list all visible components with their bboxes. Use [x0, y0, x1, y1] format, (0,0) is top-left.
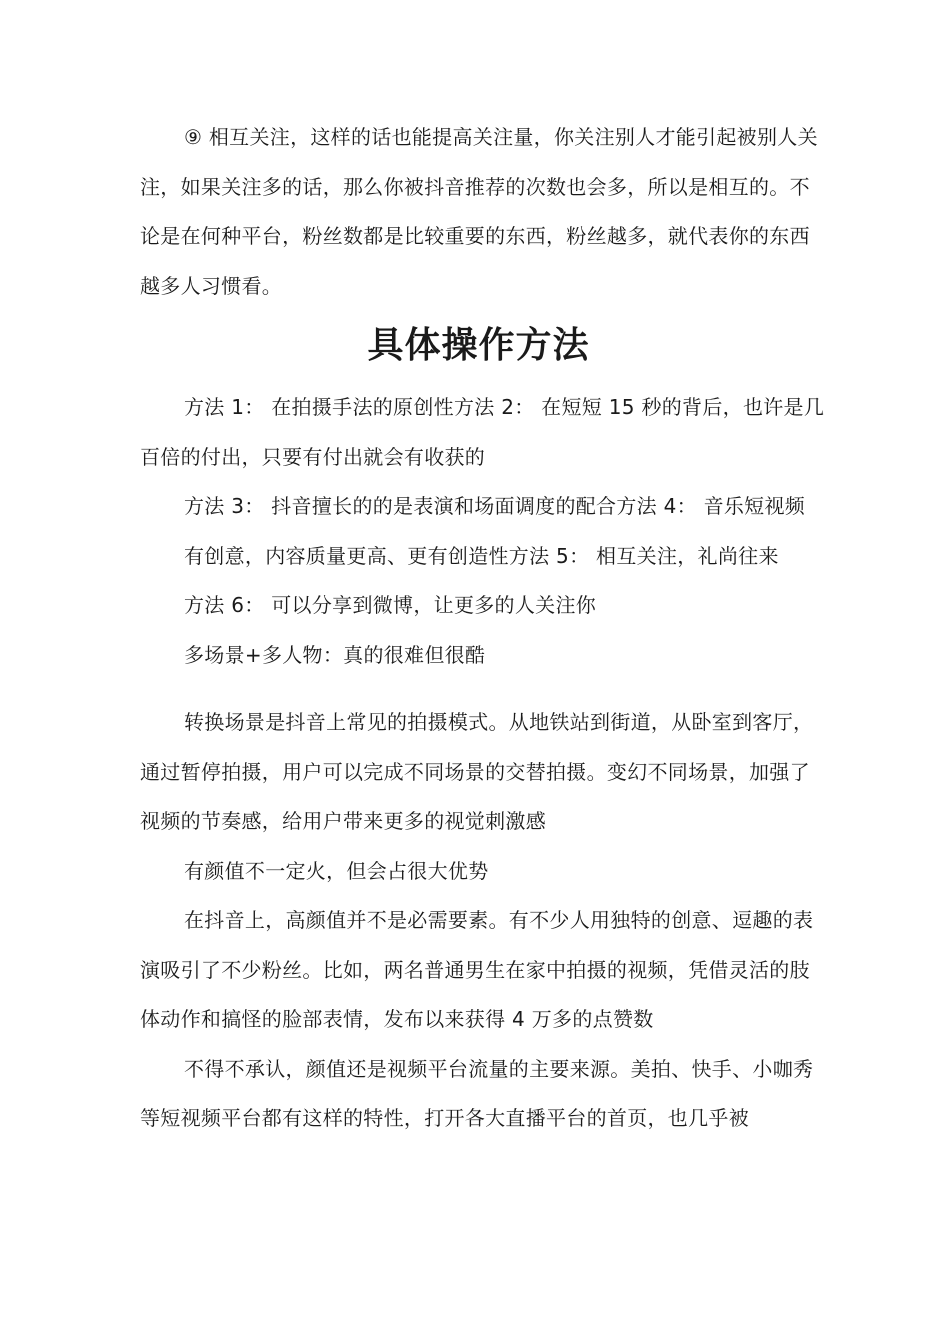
section-heading: 具体操作方法: [367, 325, 590, 366]
method-1-2: 方法 1： 在拍摄手法的原创性方法 2： 在短短 15 秒的背后，也许是几百倍的付出，只要有付出就会有收获的: [140, 395, 825, 469]
paragraph-looks: 在抖音上，高颜值并不是必需要素。有不少人用独特的创意、逗趣的表演吸引了不少粉丝。比如，两名普通男生在家中拍摄的视频，凭借灵活的肢体动作和搞怪的脸部表情，发布以来获得 4 万多的点赞数: [140, 908, 814, 1031]
paragraph-platform: 不得不承认，颜值还是视频平台流量的主要来源。美拍、快手、小咖秀等短视频平台都有这样的特性，打开各大直播平台的首页，也几乎被: [140, 1056, 814, 1130]
looks-subheading: 有颜值不一定火，但会占很大优势: [184, 858, 489, 883]
paragraph-mutual-follow: ⑨ 相互关注，这样的话也能提高关注量，你关注别人才能引起被别人关注，如果关注多的话，那么你被抖音推荐的次数也会多，所以是相互的。不论是在何种平台，粉丝数都是比较重要的东西，粉丝越多，就代表你的东西越多人习惯看。: [140, 125, 818, 298]
multi-scene-subheading: 多场景+多人物：真的很难但很酷: [184, 642, 486, 667]
document-body: [140, 113, 825, 1144]
method-3-4-5: 方法 3： 抖音擅长的的是表演和场面调度的配合方法 4： 音乐短视频有创意，内容质量更高、更有创造性方法 5： 相互关注，礼尚往来: [184, 494, 806, 568]
paragraph-scene-switch: 转换场景是抖音上常见的拍摄模式。从地铁站到街道，从卧室到客厅，通过暂停拍摄，用户可以完成不同场景的交替拍摄。变幻不同场景，加强了视频的节奏感，给用户带来更多的视觉刺激感: [140, 710, 814, 833]
method-6: 方法 6： 可以分享到微博，让更多的人关注你: [184, 593, 597, 617]
